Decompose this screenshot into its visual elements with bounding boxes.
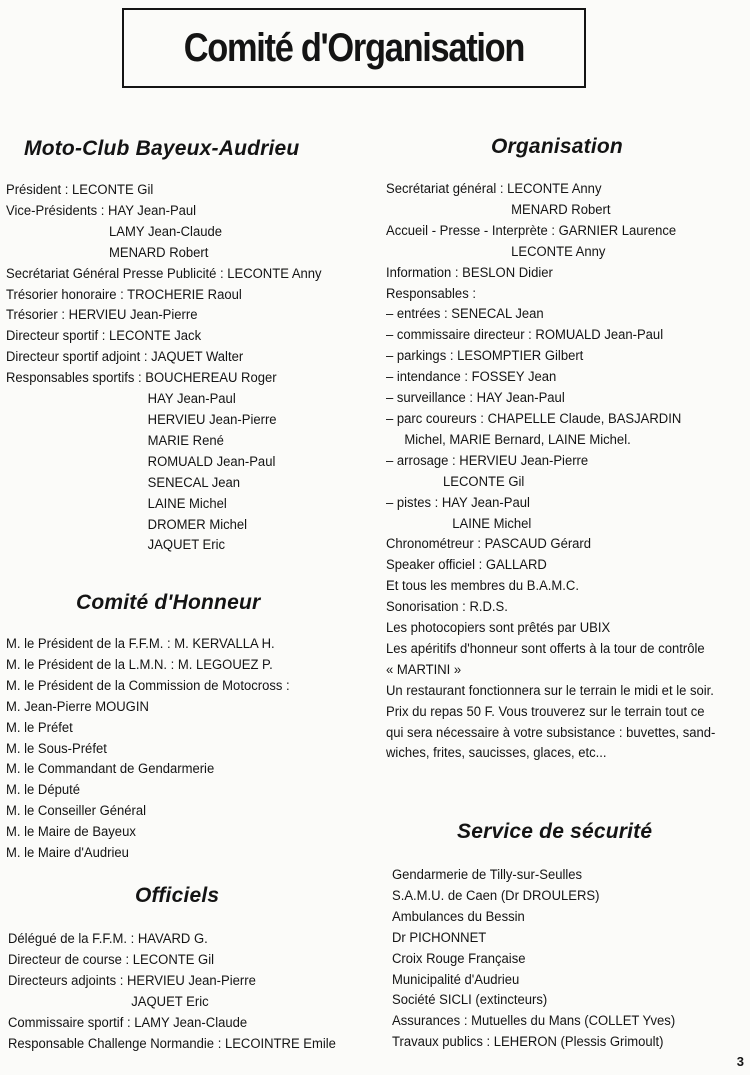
list-line: – arrosage : HERVIEU Jean-Pierre	[386, 452, 589, 469]
list-line: Délégué de la F.F.M. : HAVARD G.	[8, 931, 208, 947]
list-line: Les apéritifs d'honneur sont offerts à la tour de contrôle	[386, 640, 705, 657]
list-line: M. le Président de la Commission de Motocross :	[6, 677, 290, 694]
list-line: LAMY Jean-Claude	[109, 223, 222, 240]
list-line: JAQUET Eric	[131, 993, 209, 1010]
list-line: Responsables sportifs : BOUCHEREAU Roger	[6, 370, 277, 387]
list-line: Secrétariat général : LECONTE Anny	[386, 181, 602, 197]
list-line: Responsable Challenge Normandie : LECOINTRE Emile	[8, 1035, 336, 1052]
officiels-heading: Officiels	[135, 884, 220, 907]
service-securite-heading: Service de sécurité	[457, 820, 653, 843]
list-line: Trésorier honoraire : TROCHERIE Raoul	[6, 286, 242, 303]
list-line: HAY Jean-Paul	[147, 391, 236, 408]
list-line: – entrées : SENECAL Jean	[386, 306, 544, 323]
list-line: LAINE Michel	[452, 515, 532, 532]
list-line: – commissaire directeur : ROMUALD Jean-Paul	[386, 327, 664, 344]
list-line: M. le Député	[6, 782, 81, 799]
list-line: – pistes : HAY Jean-Paul	[386, 494, 530, 511]
list-line: Gendarmerie de Tilly-sur-Seulles	[392, 867, 583, 883]
list-line: Directeurs adjoints : HERVIEU Jean-Pierre	[8, 972, 256, 989]
list-line: SENECAL Jean	[147, 474, 241, 491]
list-line: LECONTE Gil	[443, 473, 525, 490]
officiels-list	[8, 929, 364, 1054]
list-line: Croix Rouge Française	[392, 950, 526, 967]
list-line: HERVIEU Jean-Pierre	[147, 411, 277, 428]
list-line: Vice-Présidents : HAY Jean-Paul	[6, 202, 197, 219]
list-line: MENARD Robert	[511, 201, 611, 218]
list-line: M. le Président de la L.M.N. : M. LEGOUEZ P.	[6, 656, 273, 673]
list-line: Directeur sportif : LECONTE Jack	[6, 328, 202, 345]
comite-honneur-heading: Comité d'Honneur	[76, 591, 261, 614]
list-line: Assurances : Mutuelles du Mans (COLLET Yves)	[392, 1013, 676, 1030]
list-line: Information : BESLON Didier	[386, 264, 553, 281]
list-line: M. le Sous-Préfet	[6, 740, 107, 757]
list-line: Ambulances du Bessin	[392, 908, 525, 925]
list-line: Dr PICHONNET	[392, 929, 487, 946]
list-line: JAQUET Eric	[147, 537, 226, 554]
list-line: – surveillance : HAY Jean-Paul	[386, 390, 565, 407]
list-line: DROMER Michel	[147, 516, 248, 533]
list-line: M. le Préfet	[6, 719, 73, 736]
list-line: LECONTE Anny	[511, 243, 606, 260]
list-line: – intendance : FOSSEY Jean	[386, 369, 557, 386]
list-line: Et tous les membres du B.A.M.C.	[386, 578, 579, 595]
list-line: LAINE Michel	[147, 495, 227, 512]
moto-club-heading: Moto-Club Bayeux-Audrieu	[24, 137, 300, 160]
service-securite-list	[392, 865, 700, 1053]
list-line: Société SICLI (extincteurs)	[392, 992, 548, 1009]
list-line: Prix du repas 50 F. Vous trouverez sur le terrain tout ce	[386, 703, 705, 720]
page-title: Comité d'Organisation	[183, 25, 525, 70]
organisation-heading: Organisation	[491, 135, 623, 158]
list-line: Responsables :	[386, 285, 476, 302]
page-number: 3	[736, 1054, 744, 1069]
list-line: ROMUALD Jean-Paul	[147, 453, 276, 470]
list-line: Directeur de course : LECONTE Gil	[8, 951, 215, 968]
list-line: Travaux publics : LEHERON (Plessis Grimoult)	[392, 1034, 664, 1051]
list-line: Secrétariat Général Presse Publicité : LECONTE Anny	[6, 265, 322, 282]
list-line: Un restaurant fonctionnera sur le terrain le midi et le soir.	[386, 682, 714, 699]
list-line: M. le Conseiller Général	[6, 803, 147, 820]
list-line: Les photocopiers sont prêtés par UBIX	[386, 620, 611, 637]
list-line: Commissaire sportif : LAMY Jean-Claude	[8, 1014, 248, 1031]
list-line: Chronométreur : PASCAUD Gérard	[386, 536, 592, 553]
list-line: « MARTINI »	[386, 661, 462, 678]
moto-club-list	[6, 180, 349, 556]
list-line: Sonorisation : R.D.S.	[386, 599, 508, 616]
list-line: M. le Commandant de Gendarmerie	[6, 761, 215, 778]
list-line: MENARD Robert	[109, 244, 209, 261]
list-line: Speaker officiel : GALLARD	[386, 557, 547, 574]
list-line: Directeur sportif adjoint : JAQUET Walter	[6, 349, 244, 366]
list-line: S.A.M.U. de Caen (Dr DROULERS)	[392, 887, 600, 904]
organisation-list	[386, 179, 744, 764]
list-line: M. le Président de la F.F.M. : M. KERVALLA H.	[6, 636, 275, 652]
list-line: MARIE René	[147, 432, 224, 449]
list-line: wiches, frites, saucisses, glaces, etc...	[386, 745, 607, 762]
list-line: Président : LECONTE Gil	[6, 182, 154, 198]
list-line: M. Jean-Pierre MOUGIN	[6, 698, 149, 715]
list-line: – parc coureurs : CHAPELLE Claude, BASJARDIN	[386, 410, 682, 427]
list-line: Accueil - Presse - Interprète : GARNIER Laurence	[386, 222, 677, 239]
list-line: M. le Maire d'Audrieu	[6, 845, 129, 862]
list-line: qui sera nécessaire à votre subsistance : buvettes, sand-	[386, 724, 716, 741]
comite-honneur-list	[6, 634, 314, 864]
list-line: Municipalité d'Audrieu	[392, 971, 520, 988]
title-box	[122, 8, 586, 88]
list-line: Michel, MARIE Bernard, LAINE Michel.	[404, 431, 631, 448]
list-line: Trésorier : HERVIEU Jean-Pierre	[6, 307, 198, 324]
list-line: M. le Maire de Bayeux	[6, 824, 136, 841]
list-line: – parkings : LESOMPTIER Gilbert	[386, 348, 584, 365]
